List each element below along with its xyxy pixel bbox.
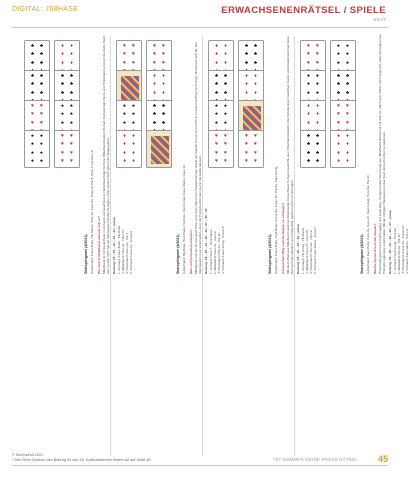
suit-icon: ♠	[61, 103, 64, 109]
suit-icon: ♦	[123, 149, 126, 156]
trick-line: 1. Vorhand: Kreuz-Bube · Pik-Bube	[116, 225, 121, 274]
puzzle-bidding: Reizung: 18 – 20 – 22 – 23 – 24 – 27 – passe	[388, 210, 393, 274]
suit-icon: ♠	[346, 43, 349, 49]
suit-icon: ♥	[162, 43, 165, 49]
suit-icon: ♦	[346, 141, 349, 148]
suit-icon: ♣	[60, 73, 65, 79]
suit-icon: ♥	[245, 149, 248, 156]
puzzle-body: Hinterhand gewinnt den Reizvorgang und spielt Karo. Vorhand spielt Herz-König aus, Mittelhand übernimmt mit dem As. Nach dem dritten Stich zeigt sich, dass die Gegner die Trümpfe ungünstig verteilt haben. Mit der richtigen Spielweise ist das Spiel dennoch sicher zu gewinnen.	[378, 34, 387, 274]
suit-icon: ♥	[215, 141, 218, 148]
suit-icon: ♥	[70, 149, 73, 156]
suit-icon: ♦	[132, 157, 135, 164]
suit-icon: ♠	[316, 73, 319, 79]
page-subtitle: SKAT	[373, 17, 386, 22]
suit-icon: ♠	[31, 157, 34, 164]
puzzle-heading: Skatspielgame (4/2021)	[360, 234, 364, 274]
suit-icon: ♣	[214, 81, 219, 88]
suit-icon: ♣	[306, 141, 311, 148]
suit-icon: ♣	[39, 59, 44, 66]
suit-icon: ♣	[315, 141, 320, 148]
suit-icon: ♣	[161, 103, 166, 109]
suit-icon: ♦	[245, 81, 248, 88]
suit-icon: ♦	[337, 133, 340, 139]
suit-icon: ♦	[307, 103, 310, 109]
suit-icon: ♣	[306, 133, 311, 139]
suit-pips	[120, 134, 138, 164]
header-left-label: DIGITAL: 768HASE	[12, 6, 79, 13]
suit-icon: ♥	[123, 51, 126, 58]
puzzle-question: Wer sitzt in Mittelhand und wie reizt er?	[97, 215, 102, 274]
suit-icon: ♠	[337, 43, 340, 49]
suit-icon: ♥	[153, 43, 156, 49]
footer-publisher: 787 SOMMER DEINE PRESS RÄTSEL	[272, 457, 358, 462]
card-fan	[54, 40, 80, 190]
suit-icon: ♣	[30, 81, 35, 88]
suit-icon: ♥	[61, 149, 64, 156]
suit-icon: ♦	[224, 51, 227, 58]
card-fan	[208, 40, 234, 190]
suit-icon: ♣	[30, 51, 35, 58]
suit-icon: ♦	[162, 89, 165, 96]
suit-icon: ♦	[254, 73, 257, 79]
suit-icon: ♣	[315, 157, 320, 164]
suit-icon: ♣	[244, 59, 249, 66]
suit-icon: ♥	[31, 119, 34, 126]
suit-icon: ♠	[132, 111, 135, 118]
suit-icon: ♠	[123, 119, 126, 126]
suit-icon: ♥	[337, 119, 340, 126]
suit-icon: ♦	[61, 51, 64, 58]
suit-icon: ♦	[123, 133, 126, 139]
suit-icon: ♠	[31, 141, 34, 148]
suit-icon: ♥	[61, 133, 64, 139]
playing-card	[24, 130, 50, 168]
suit-icon: ♣	[39, 81, 44, 88]
trick-line: 4. Vorhand: Kreuz-As · Kreuz-9	[128, 231, 133, 274]
suit-icon: ♠	[40, 157, 43, 164]
card-fan	[146, 40, 172, 190]
header-divider	[12, 27, 388, 28]
suit-icon: ♦	[224, 43, 227, 49]
trick-line: 1. Vorhand: Herz-7 · Herz-Dame	[208, 229, 213, 274]
puzzle-heading: Skatspielgame (4/2021)	[84, 234, 88, 274]
trick-line: 3. Hinterhand: Herz-As · Herz-9	[308, 230, 313, 274]
suit-icon: ♣	[315, 133, 320, 139]
suit-icon: ♣	[223, 73, 228, 79]
puzzle-bidding: Reizung: 18 – 20 – 22 – 23 – 24 – 27 – 30 – 33	[204, 208, 209, 274]
suit-icon: ♦	[70, 59, 73, 66]
puzzle-bidding: Reizung: 18 – 20 – 22 – 24 – passe	[296, 223, 301, 274]
suit-icon: ♣	[253, 51, 258, 58]
suit-icon: ♣	[39, 43, 44, 49]
suit-icon: ♠	[132, 103, 135, 109]
card-fan	[116, 40, 142, 190]
suit-icon: ♠	[61, 119, 64, 126]
trick-line: 1. Vorhand: Pik-König · Pik-Dame	[300, 227, 305, 274]
trick-line: 4. Vorhand: Kreuz-Dame · Kreuz-7	[312, 226, 317, 274]
suit-icon: ♣	[315, 149, 320, 156]
suit-icon: ♣	[152, 103, 157, 109]
suit-icon: ♦	[61, 43, 64, 49]
suit-icon: ♦	[153, 73, 156, 79]
suit-icon: ♥	[316, 59, 319, 66]
suit-icon: ♠	[307, 81, 310, 88]
trick-line: 1. Vorhand: Herz-König · Herz-As	[392, 227, 397, 274]
suit-icon: ♥	[316, 51, 319, 58]
suit-icon: ♦	[307, 119, 310, 126]
suit-pips	[334, 134, 352, 164]
playing-card	[208, 130, 234, 168]
playing-card	[300, 130, 326, 168]
suit-icon: ♣	[223, 89, 228, 96]
trick-line: 2. Mittelhand: Herz-As · Herz-10	[120, 229, 125, 274]
suit-icon: ♠	[31, 149, 34, 156]
suit-icon: ♥	[40, 119, 43, 126]
suit-icon: ♥	[70, 133, 73, 139]
playing-card	[54, 130, 80, 168]
suit-icon: ♥	[40, 103, 43, 109]
suit-icon: ♦	[337, 141, 340, 148]
suit-icon: ♠	[337, 51, 340, 58]
suit-icon: ♠	[215, 103, 218, 109]
puzzle-body: Mittelhand reizt bis 33 und spielt Herz ohne Zwei. Nach dem Skataufnehmen drückt der Spieler Kreuz-10 und Pik-9. Vorhand eröffnet mit Trumpf, Hinterhand wirft ab. Der Alleinspieler muss entscheiden, ob er die Trümpfe zieht oder zuerst die Farbe abspielt.	[194, 42, 203, 274]
suit-icon: ♥	[61, 157, 64, 164]
suit-icon: ♣	[152, 111, 157, 118]
suit-icon: ♣	[253, 43, 258, 49]
suit-icon: ♠	[132, 119, 135, 126]
suit-icon: ♦	[123, 141, 126, 148]
suit-icon: ♦	[132, 133, 135, 139]
card-fan	[238, 40, 264, 190]
suit-icon: ♠	[307, 89, 310, 96]
suit-icon: ♣	[30, 89, 35, 96]
trick-line: 4. Vorhand: Kreuz-König · Kreuz-8	[220, 226, 225, 274]
suit-icon: ♥	[40, 111, 43, 118]
suit-icon: ♥	[254, 133, 257, 139]
suit-icon: ♠	[224, 119, 227, 126]
footer-notes	[12, 453, 150, 463]
suit-icon: ♦	[215, 51, 218, 58]
suit-icon: ♥	[162, 59, 165, 66]
suit-icon: ♣	[244, 43, 249, 49]
puzzle-lead: Kartenhand: Pik-Bube, Herz-Bube, Herz-As, Herz-König, Kreuz-Dame, Karo-10.	[182, 164, 187, 274]
suit-icon: ♦	[254, 81, 257, 88]
suit-icon: ♥	[123, 59, 126, 66]
puzzle-lead: Kartenhand: Kreuz-Bube, Pik-Dame, Herz-10, Karo-As, Kreuz-9, Pik-8, Herz-7 und Karo-8.	[90, 149, 95, 274]
suit-icon: ♦	[70, 43, 73, 49]
playing-card	[116, 130, 142, 168]
suit-icon: ♥	[215, 157, 218, 164]
suit-icon: ♥	[132, 51, 135, 58]
suit-icon: ♣	[30, 59, 35, 66]
suit-icon: ♥	[162, 51, 165, 58]
suit-icon: ♦	[316, 103, 319, 109]
suit-icon: ♦	[337, 157, 340, 164]
puzzle-question: Auf welchem Weg sind die Gegner zu schlagen?	[281, 202, 286, 274]
page-title: ERWACHSENENRÄTSEL / SPIELE	[221, 5, 386, 16]
puzzle-bidding: Reizung: 18 – 20 – 22 – 23 – 24 – passe	[112, 216, 117, 274]
suit-icon: ♣	[161, 119, 166, 126]
puzzle-body: Mittelhand ist mit Kreuz-Bube in Vorhand und spielt Grand, Hinterhand folgt mit Herz. Mittelhand bedient Trumpf, Vorhand legt Pik-As und Hinterhand schmiert die Zehn. Nach dem vierten Stich hat der Alleinspieler bereits 61 Augen, jeder weitere Stich gehört der Gegenpartei.	[102, 35, 111, 274]
suit-icon: ♣	[30, 73, 35, 79]
suit-icon: ♥	[307, 59, 310, 66]
suit-icon: ♣	[39, 73, 44, 79]
suit-icon: ♠	[316, 81, 319, 88]
suit-icon: ♥	[153, 59, 156, 66]
trick-line: 4. Vorhand: Karo-Dame · Karo-9	[404, 229, 409, 274]
suit-icon: ♦	[337, 149, 340, 156]
suit-icon: ♦	[70, 51, 73, 58]
suit-icon: ♣	[306, 157, 311, 164]
suit-icon: ♣	[336, 73, 341, 79]
suit-icon: ♠	[224, 111, 227, 118]
suit-icon: ♣	[345, 89, 350, 96]
suit-icon: ♦	[162, 81, 165, 88]
footer-note: * Den Rest Gewinnt den Beitrag für den 15. Kalendertermin finden sie auf Seite 48	[12, 458, 151, 462]
suit-icon: ♠	[337, 59, 340, 66]
suit-icon: ♣	[345, 81, 350, 88]
footer-divider	[12, 465, 388, 466]
suit-icon: ♥	[346, 111, 349, 118]
suit-icon: ♠	[123, 103, 126, 109]
suit-icon: ♣	[345, 73, 350, 79]
suit-icon: ♦	[316, 119, 319, 126]
suit-icon: ♦	[132, 149, 135, 156]
suit-icon: ♣	[69, 73, 74, 79]
suit-icon: ♠	[123, 111, 126, 118]
suit-icon: ♣	[69, 81, 74, 88]
suit-icon: ♥	[132, 59, 135, 66]
suit-icon: ♣	[60, 89, 65, 96]
suit-icon: ♥	[70, 141, 73, 148]
suit-icon: ♠	[70, 119, 73, 126]
suit-icon: ♣	[30, 43, 35, 49]
puzzle-body: Mit einem Blatt aus Mittelhand spielt der Alleinspieler Kreuz Hand. Vorhand spielt Pik aus, Hinterhand bedient. Die Verteilung der restlichen Karten entscheidet über das Spiel. Wer die Ruhe bewahrt und richtig zählt, gewinnt sicher mit 64 Augen.	[286, 35, 295, 274]
suit-icon: ♣	[152, 119, 157, 126]
suit-icon: ♥	[254, 141, 257, 148]
suit-icon: ♥	[346, 119, 349, 126]
playing-card	[238, 130, 264, 168]
puzzle-spread	[20, 34, 409, 463]
page-number: 45	[377, 454, 388, 464]
suit-icon: ♦	[316, 111, 319, 118]
suit-icon: ♥	[224, 141, 227, 148]
suit-icon: ♥	[123, 43, 126, 49]
suit-icon: ♠	[346, 59, 349, 66]
suit-icon: ♥	[31, 103, 34, 109]
suit-icon: ♥	[337, 103, 340, 109]
puzzle-heading: Skatspielgame (4/2021)	[176, 234, 180, 274]
suit-icon: ♥	[337, 111, 340, 118]
suit-icon: ♠	[40, 133, 43, 139]
playing-card	[146, 130, 172, 168]
suit-icon: ♥	[245, 157, 248, 164]
suit-icon: ♣	[306, 149, 311, 156]
suit-icon: ♣	[39, 51, 44, 58]
suit-icon: ♥	[215, 149, 218, 156]
suit-icon: ♠	[215, 111, 218, 118]
trick-line: 3. Hinterhand: Karo-As · Pik-7	[124, 232, 129, 274]
suit-icon: ♦	[215, 59, 218, 66]
suit-icon: ♣	[39, 89, 44, 96]
suit-icon: ♦	[224, 59, 227, 66]
suit-icon: ♦	[245, 89, 248, 96]
card-fan	[300, 40, 326, 190]
suit-icon: ♦	[346, 149, 349, 156]
suit-icon: ♠	[215, 119, 218, 126]
suit-icon: ♥	[307, 43, 310, 49]
suit-icon: ♣	[244, 51, 249, 58]
trick-line: 2. Mittelhand: Pik-As · Pik-10	[396, 234, 401, 274]
card-fan	[24, 40, 50, 190]
suit-icon: ♠	[31, 133, 34, 139]
suit-pips	[304, 134, 322, 164]
copyright: © Schmidhof 2021	[12, 453, 44, 457]
suit-icon: ♥	[316, 43, 319, 49]
suit-icon: ♣	[69, 89, 74, 96]
trick-line: 2. Mittelhand: Karo-As · Karo-9	[212, 231, 217, 274]
playing-card	[330, 130, 356, 168]
suit-icon: ♦	[61, 59, 64, 66]
suit-icon: ♥	[346, 103, 349, 109]
suit-icon: ♥	[224, 133, 227, 139]
suit-icon: ♦	[132, 141, 135, 148]
suit-icon: ♦	[153, 89, 156, 96]
suit-icon: ♠	[70, 111, 73, 118]
suit-pips	[58, 134, 76, 164]
suit-icon: ♥	[31, 111, 34, 118]
suit-icon: ♦	[254, 89, 257, 96]
trick-line: 2. Mittelhand: Karo-10 · Karo-As	[304, 229, 309, 274]
suit-icon: ♣	[253, 59, 258, 66]
puzzle-heading: Skatspielgame (4/2021)	[268, 234, 272, 274]
column-divider	[110, 36, 111, 456]
suit-icon: ♠	[40, 149, 43, 156]
suit-icon: ♠	[316, 89, 319, 96]
suit-icon: ♥	[254, 149, 257, 156]
trick-line: 3. Hinterhand: Kreuz-As · Kreuz-10	[400, 225, 405, 274]
suit-icon: ♦	[153, 81, 156, 88]
suit-icon: ♣	[223, 81, 228, 88]
suit-icon: ♣	[161, 111, 166, 118]
suit-icon: ♥	[307, 51, 310, 58]
suit-icon: ♥	[224, 157, 227, 164]
puzzle-question: Welche Karten drückt der Spieler?	[373, 223, 378, 274]
suit-icon: ♠	[346, 51, 349, 58]
column-divider	[202, 36, 203, 456]
trick-line: 3. Hinterhand: Pik-As · Pik-10	[216, 233, 221, 274]
suit-pips	[212, 134, 230, 164]
suit-icon: ♣	[214, 73, 219, 79]
suit-icon: ♠	[307, 73, 310, 79]
suit-icon: ♣	[336, 89, 341, 96]
suit-icon: ♣	[336, 81, 341, 88]
card-fan	[330, 40, 356, 190]
suit-icon: ♠	[40, 141, 43, 148]
suit-icon: ♠	[61, 111, 64, 118]
suit-icon: ♦	[215, 43, 218, 49]
suit-icon: ♥	[224, 149, 227, 156]
suit-icon: ♦	[346, 157, 349, 164]
suit-icon: ♥	[132, 43, 135, 49]
suit-pips	[28, 134, 46, 164]
puzzle-lead: Kartenhand: Karo-Bube, Karo-As, Karo-10, Karo-König, Herz-As, Pik-10.	[366, 174, 371, 274]
suit-icon: ♦	[245, 73, 248, 79]
puzzle-text	[360, 34, 409, 274]
column-divider	[294, 36, 295, 456]
suit-icon: ♥	[245, 141, 248, 148]
suit-icon: ♦	[346, 133, 349, 139]
suit-icon: ♣	[60, 81, 65, 88]
suit-icon: ♦	[123, 157, 126, 164]
puzzle-question: Was soll Vorhand ausspielen?	[189, 229, 194, 274]
suit-icon: ♦	[307, 111, 310, 118]
puzzle-lead: Kartenhand: Kreuz-Bube, Herz-Bube, Kreuz-As, Kreuz-10, Pik-As, Karo-König.	[274, 166, 279, 274]
suit-pips	[242, 134, 260, 164]
suit-icon: ♥	[245, 133, 248, 139]
suit-icon: ♥	[61, 141, 64, 148]
suit-icon: ♥	[254, 157, 257, 164]
suit-icon: ♥	[70, 157, 73, 164]
suit-icon: ♠	[70, 103, 73, 109]
face-card-artwork	[151, 136, 169, 164]
suit-icon: ♦	[162, 73, 165, 79]
suit-icon: ♣	[214, 89, 219, 96]
suit-icon: ♠	[224, 103, 227, 109]
suit-icon: ♥	[153, 51, 156, 58]
suit-icon: ♥	[215, 133, 218, 139]
